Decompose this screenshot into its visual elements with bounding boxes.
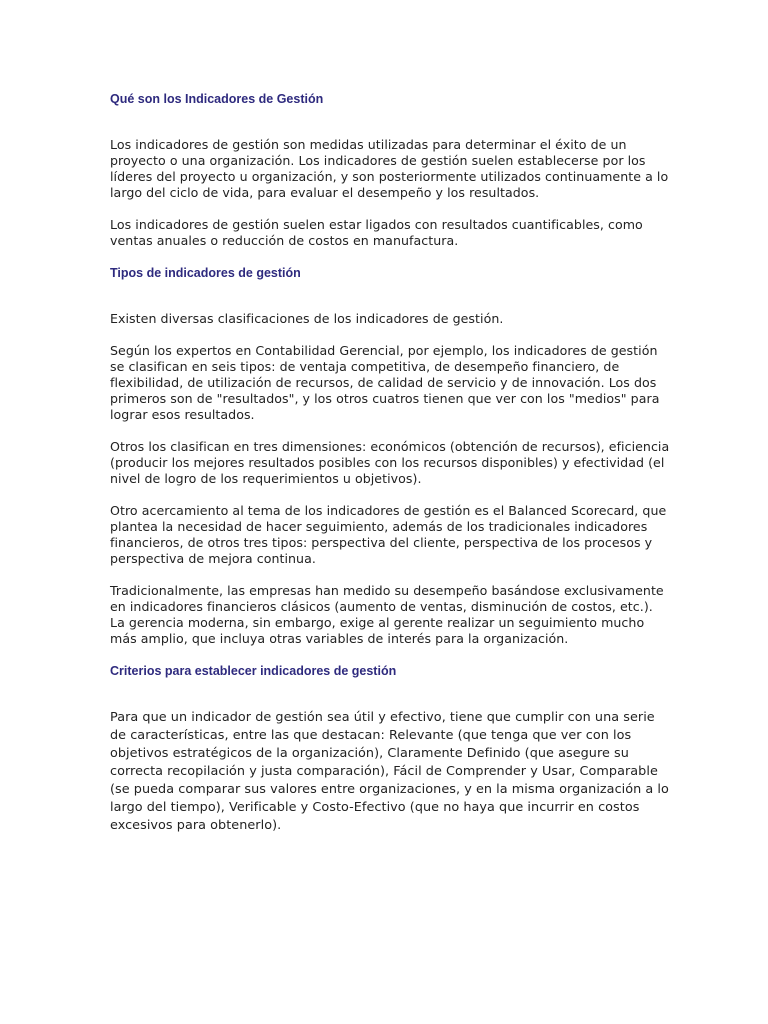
paragraph: Otros los clasifican en tres dimensiones: económicos (obtención de recursos), eficiencia (producir los mejores resultados posibles con los recursos disponibles) y efectividad (el nivel de logro de los requerimientos u objetivos). — [110, 439, 670, 486]
paragraph: Existen diversas clasificaciones de los indicadores de gestión. — [110, 311, 504, 326]
paragraph: Para que un indicador de gestión sea útil y efectivo, tiene que cumplir con una serie de características, entre las que destacan: Relevante (que tenga que ver con los objetivos estratégicos de la organización), Claramente Definido (que asegure su correcta recopilación y justa comparación), Fácil de Comprender y Usar, Comparable (se pueda comparar sus valores entre organizaciones, y en la misma organización a lo largo del tiempo), Verificable y Costo-Efectivo (que no haya que incurrir en costos excesivos para obtenerlo). — [110, 710, 669, 833]
section-heading-tipos: Tipos de indicadores de gestión — [110, 266, 301, 280]
paragraph: Los indicadores de gestión son medidas utilizadas para determinar el éxito de un proyecto o una organización. Los indicadores de gestión suelen establecerse por los líderes del proyecto u organización, y son posteriormente utilizados continuamente a lo largo del ciclo de vida, para evaluar el desempeño y los resultados. — [110, 137, 669, 200]
paragraph: Otro acercamiento al tema de los indicadores de gestión es el Balanced Scorecard, que plantea la necesidad de hacer seguimiento, además de los tradicionales indicadores financieros, de otros tres tipos: perspectiva del cliente, perspectiva de los procesos y perspectiva de mejora continua. — [110, 503, 667, 566]
section-heading-criterios: Criterios para establecer indicadores de gestión — [110, 664, 397, 678]
document-body — [110, 91, 670, 835]
paragraph: Los indicadores de gestión suelen estar ligados con resultados cuantificables, como ventas anuales o reducción de costos en manufactura. — [110, 217, 643, 248]
paragraph: Tradicionalmente, las empresas han medido su desempeño basándose exclusivamente en indicadores financieros clásicos (aumento de ventas, disminución de costos, etc.). La gerencia moderna, sin embargo, exige al gerente realizar un seguimiento mucho más amplio, que incluya otras variables de interés para la organización. — [110, 583, 664, 646]
section-heading-que-son: Qué son los Indicadores de Gestión — [110, 92, 324, 106]
paragraph: Según los expertos en Contabilidad Gerencial, por ejemplo, los indicadores de gestión se clasifican en seis tipos: de ventaja competitiva, de desempeño financiero, de flexibilidad, de utilización de recursos, de calidad de servicio y de innovación. Los dos primeros son de "resultados", y los otros cuatros tienen que ver con los "medios" para lograr esos resultados. — [110, 343, 660, 422]
